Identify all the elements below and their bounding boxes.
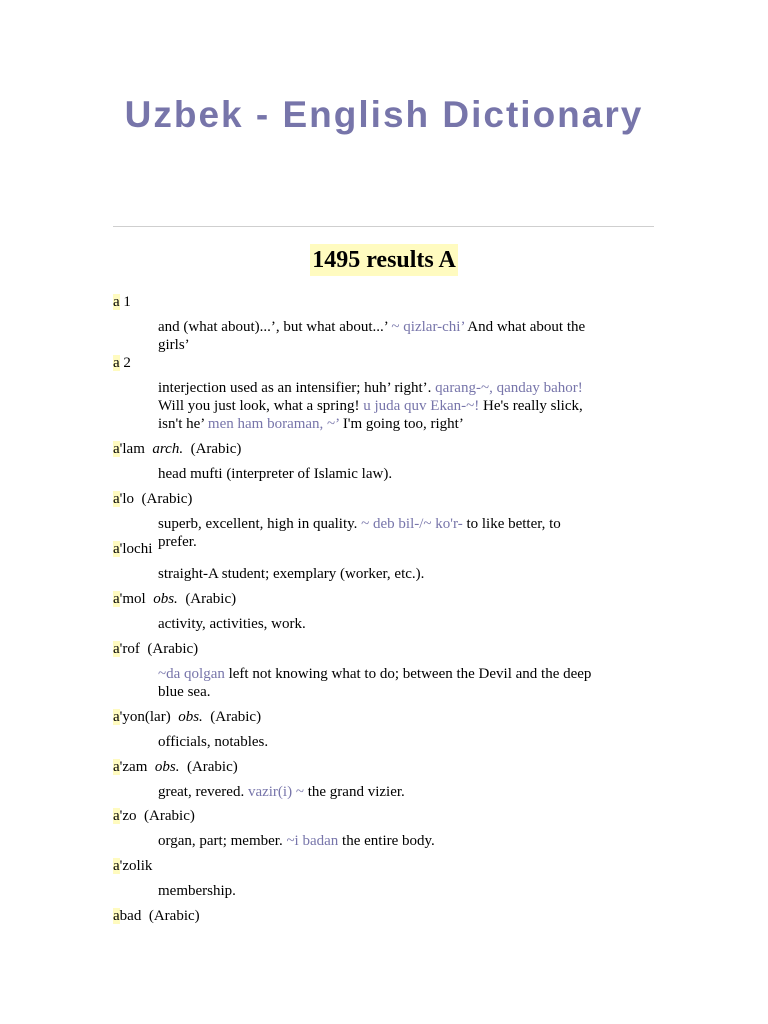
uzbek-example: ~ deb bil-/~ ko'r- <box>361 516 463 532</box>
headword-highlight: a <box>113 709 120 725</box>
entry-headword <box>113 757 598 777</box>
headword-highlight: a <box>113 294 120 310</box>
entry-usage-label: obs. <box>170 709 203 725</box>
entry-origin: (Arabic) <box>134 491 193 507</box>
definition-text: He's really slick, isn't he’ <box>158 398 583 432</box>
dictionary-entry <box>113 292 598 354</box>
headword-text: 'zam <box>119 759 148 775</box>
headword-highlight: a <box>113 908 120 924</box>
entry-definition <box>113 832 598 850</box>
headword-highlight: a <box>113 808 120 824</box>
uzbek-example: ~ qizlar-chi’ <box>391 319 465 335</box>
entry-origin: (Arabic) <box>139 641 199 657</box>
uzbek-example: vazir(i) ~ <box>247 784 304 800</box>
definition-text: organ, part; member. <box>158 833 287 849</box>
headword-text: 'mol <box>119 591 146 607</box>
uzbek-example: u juda quv Ekan-~! <box>363 398 480 414</box>
definition-text: straight-A student; exemplary (worker, etc.). <box>158 566 425 582</box>
entry-definition <box>113 465 598 483</box>
headword-text: 'rof <box>119 641 140 657</box>
headword-highlight: a <box>113 858 120 874</box>
definition-text: great, revered. <box>158 784 248 800</box>
headword-text: 'lam <box>119 441 145 457</box>
dictionary-entry <box>113 639 598 701</box>
dictionary-entry <box>113 856 598 900</box>
definition-text: membership. <box>158 883 236 899</box>
entry-usage-label: obs. <box>147 759 180 775</box>
entry-headword <box>113 353 598 373</box>
entry-origin: (Arabic) <box>141 908 200 924</box>
entry-headword <box>113 856 598 876</box>
entry-headword <box>113 539 598 559</box>
definition-text: And what about the girls’ <box>158 319 586 353</box>
definition-text: I'm going too, right’ <box>339 416 464 432</box>
entry-definition <box>113 615 598 633</box>
definition-text: Will you just look, what a spring! <box>158 398 364 414</box>
entry-headword <box>113 906 200 926</box>
uzbek-example: qarang-~, qanday bahor! <box>435 380 583 396</box>
dictionary-entry <box>113 757 598 801</box>
entry-headword <box>113 489 598 509</box>
dictionary-entry <box>113 353 598 433</box>
entry-definition <box>113 379 598 433</box>
entry-definition <box>113 733 598 751</box>
entry-definition <box>113 318 598 354</box>
headword-highlight: a <box>113 541 120 557</box>
uzbek-example: ~da qolgan <box>158 666 225 682</box>
headword-text: 2 <box>119 355 131 371</box>
definition-text: the entire body. <box>338 833 435 849</box>
entry-definition <box>113 665 598 701</box>
definition-text: officials, notables. <box>158 734 269 750</box>
entry-definition <box>113 882 598 900</box>
headword-text: bad <box>119 908 142 924</box>
entry-usage-label: obs. <box>145 591 178 607</box>
results-count: 1495 results A <box>310 244 458 276</box>
entry-headword <box>113 707 598 727</box>
dictionary-entry <box>113 906 200 926</box>
definition-text: head mufti (interpreter of Islamic law). <box>158 466 393 482</box>
definition-text: superb, excellent, high in quality. <box>158 516 362 532</box>
entry-origin: (Arabic) <box>179 759 238 775</box>
definition-text: interjection used as an intensifier; huh’ right’. <box>158 380 436 396</box>
headword-text: 1 <box>119 294 131 310</box>
uzbek-example: men ham boraman, ~’ <box>207 416 340 432</box>
entry-headword <box>113 639 598 659</box>
page-title: Uzbek - English Dictionary <box>124 94 644 135</box>
uzbek-example: ~i badan <box>286 833 339 849</box>
dictionary-entry <box>113 806 598 850</box>
headword-highlight: a <box>113 441 120 457</box>
entry-origin: (Arabic) <box>183 441 242 457</box>
headword-highlight: a <box>113 591 120 607</box>
divider <box>113 226 654 227</box>
headword-text: 'yon(lar) <box>119 709 171 725</box>
headword-highlight: a <box>113 759 120 775</box>
entry-origin: (Arabic) <box>136 808 195 824</box>
entry-origin: (Arabic) <box>202 709 262 725</box>
headword-text: 'lo <box>119 491 135 507</box>
definition-text: activity, activities, work. <box>158 616 306 632</box>
dictionary-entry <box>113 439 598 483</box>
headword-highlight: a <box>113 355 120 371</box>
headword-text: 'lochi <box>119 541 153 557</box>
entry-headword <box>113 439 598 459</box>
entry-definition <box>113 565 598 583</box>
entry-headword <box>113 292 598 312</box>
dictionary-entry <box>113 707 598 751</box>
headword-highlight: a <box>113 641 120 657</box>
headword-text: 'zo <box>119 808 137 824</box>
entry-usage-label: arch. <box>144 441 184 457</box>
definition-text: left not knowing what to do; between the Devil and the deep blue sea. <box>158 666 592 700</box>
headword-highlight: a <box>113 491 120 507</box>
definition-text: and (what about)...’, but what about...’ <box>158 319 392 335</box>
dictionary-entry <box>113 589 598 633</box>
results-heading <box>0 244 768 276</box>
entry-headword <box>113 806 598 826</box>
entry-origin: (Arabic) <box>177 591 237 607</box>
entry-definition <box>113 783 598 801</box>
definition-text: to like better, to prefer. <box>158 516 561 550</box>
headword-text: 'zolik <box>119 858 153 874</box>
definition-text: the grand vizier. <box>303 784 405 800</box>
entry-headword <box>113 589 598 609</box>
dictionary-entry <box>113 539 598 583</box>
